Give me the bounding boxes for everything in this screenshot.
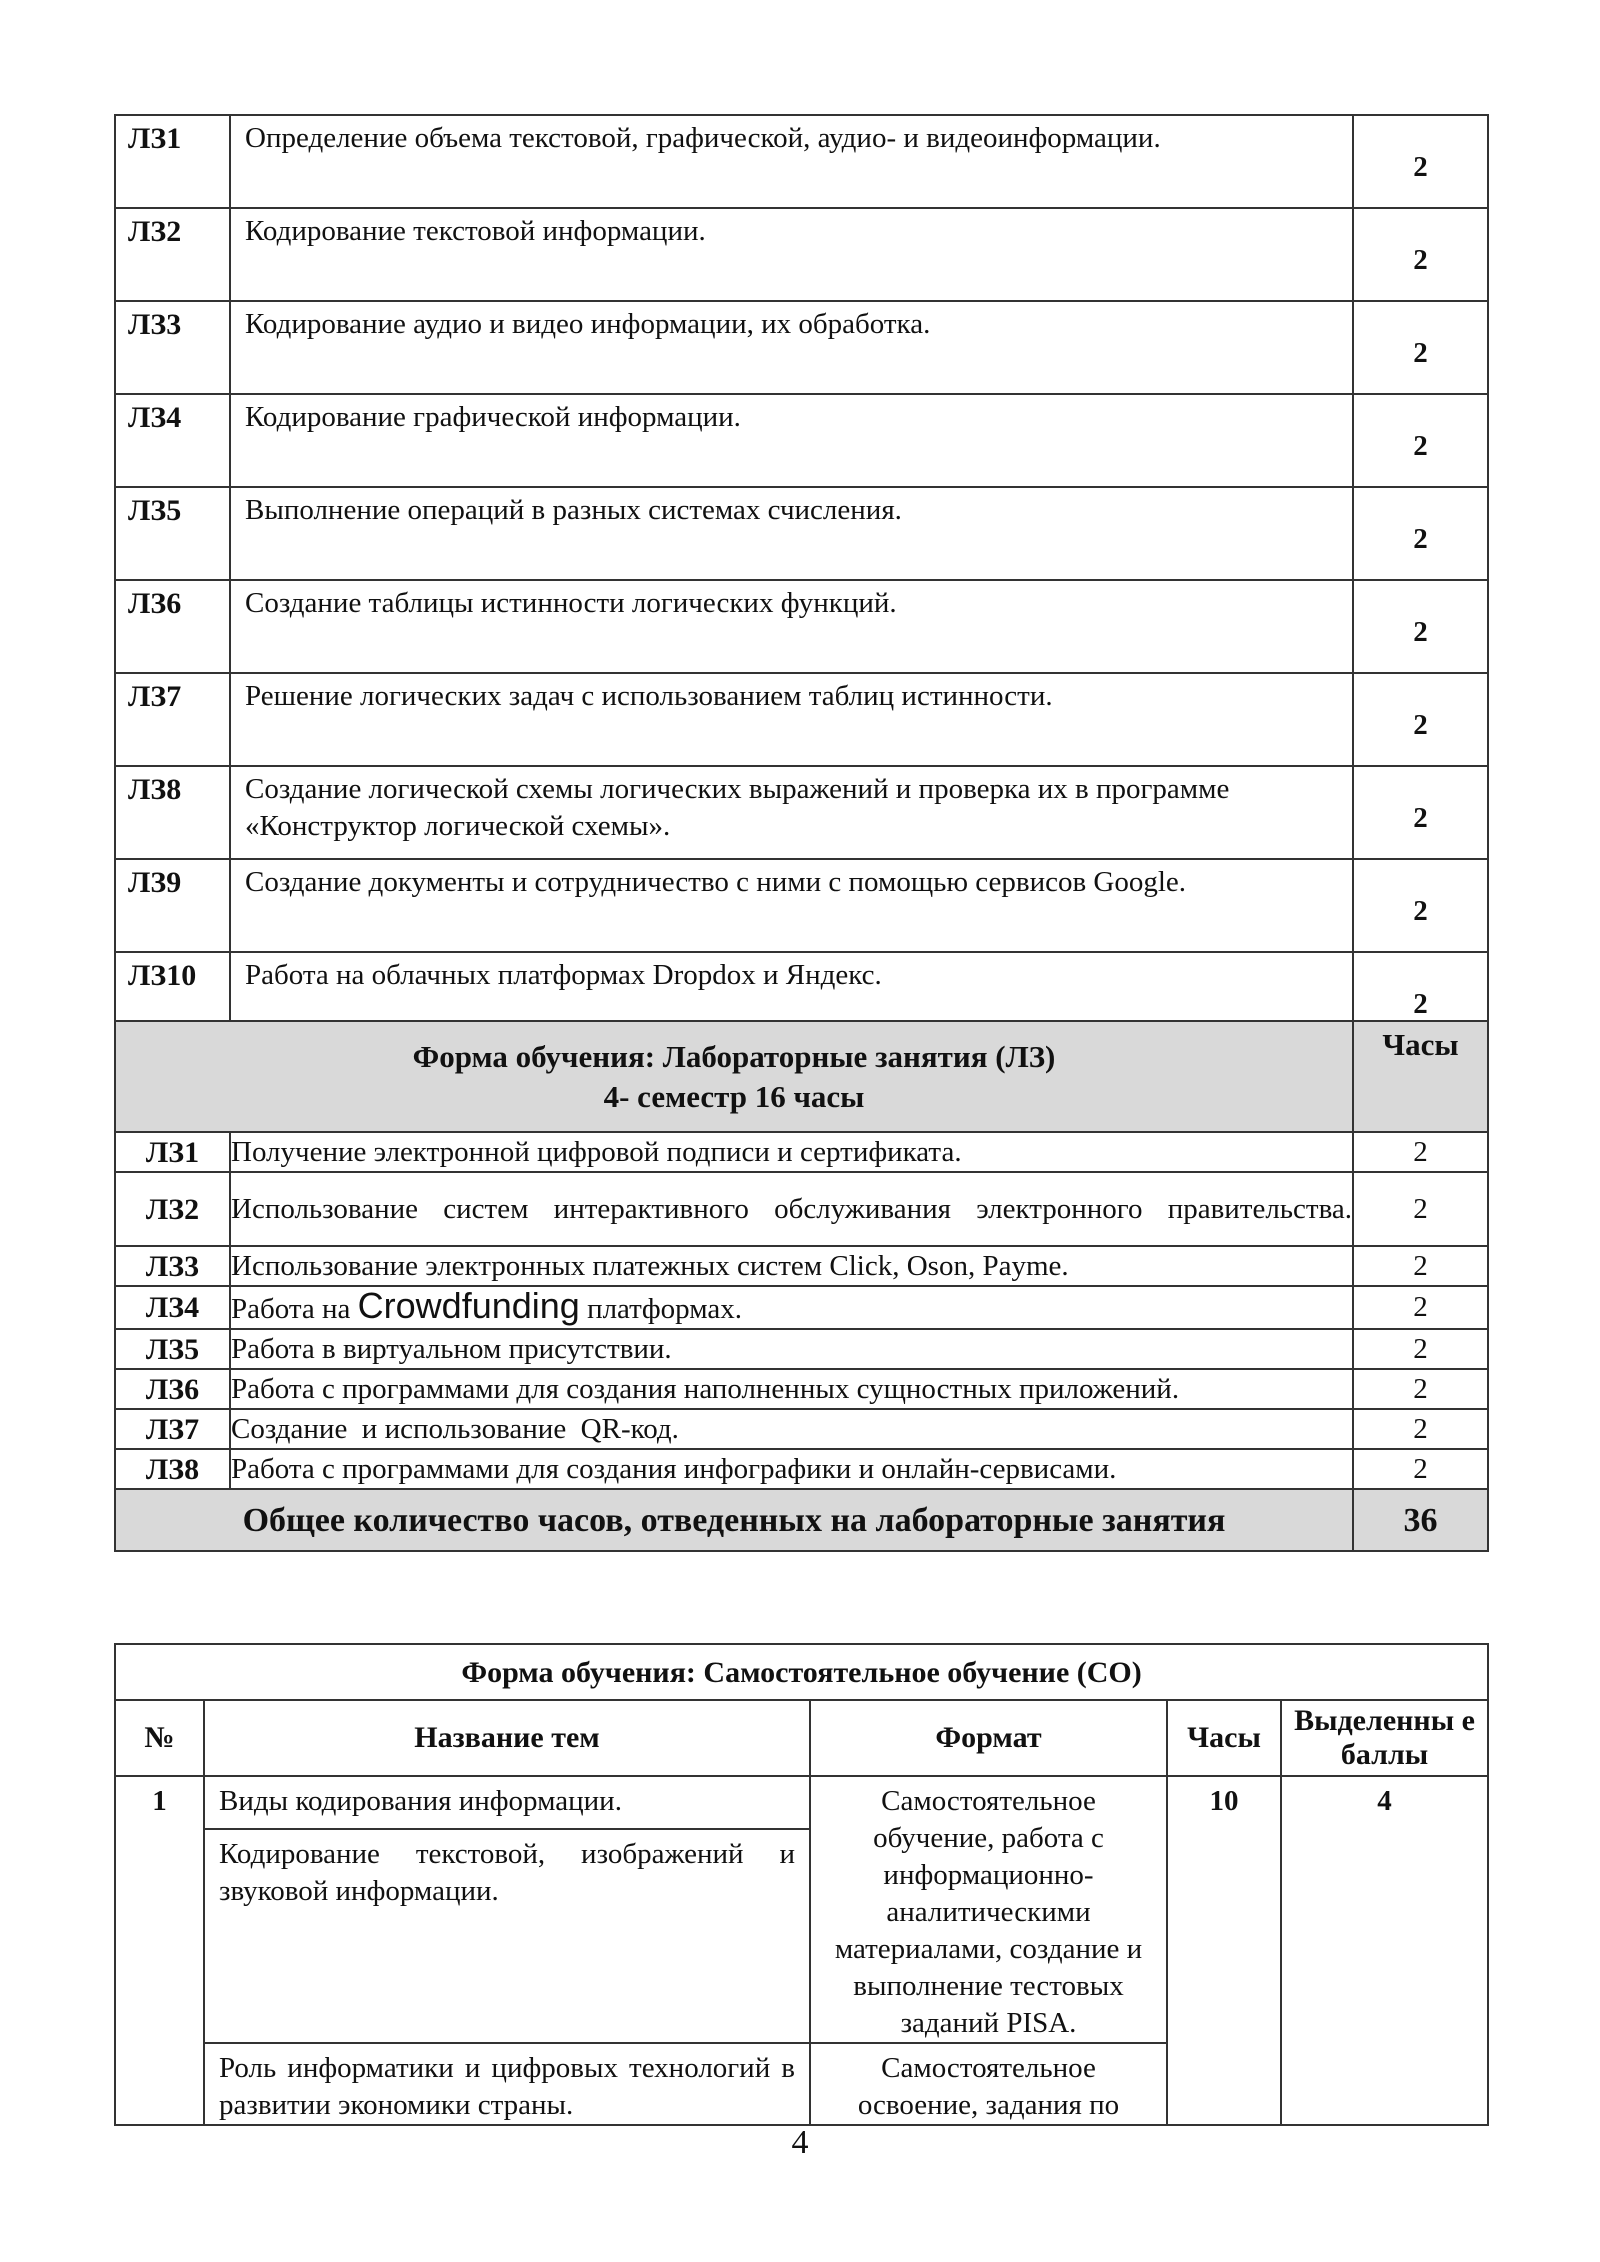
lesson-topic: Работа с программами для создания наполненных сущностных приложений. (230, 1369, 1353, 1409)
lesson-topic: Создание документы и сотрудничество с ними с помощью сервисов Google. (230, 859, 1353, 952)
lesson-topic-post: платформах. (579, 1293, 742, 1325)
lesson-code: ЛЗ4 (115, 1286, 230, 1329)
table-row (115, 487, 1488, 580)
table-header (115, 1700, 1488, 1776)
lesson-hours: 2 (1353, 580, 1488, 673)
lesson-code: ЛЗ1 (115, 115, 230, 208)
page-number: 4 (791, 2124, 809, 2161)
lesson-hours: 2 (1353, 859, 1488, 952)
table-row (115, 859, 1488, 952)
topic-cell: Кодирование текстовой, изображений и звуковой информации. (204, 1829, 810, 2043)
table-title (115, 1021, 1353, 1132)
lesson-topic: Кодирование графической информации. (230, 394, 1353, 487)
lesson-topic: Использование электронных платежных систем Click, Oson, Payme. (230, 1246, 1353, 1286)
table-row (115, 1286, 1488, 1329)
total-row (115, 1489, 1488, 1551)
lesson-topic: Создание таблицы истинности логических функций. (230, 580, 1353, 673)
lesson-topic (230, 1172, 1353, 1246)
lab-sessions-semester4-table (114, 1020, 1489, 1552)
lesson-code: ЛЗ9 (115, 859, 230, 952)
table-row (115, 394, 1488, 487)
table-row (115, 766, 1488, 859)
row-number: 1 (115, 1776, 204, 2125)
col-topic-header: Название тем (204, 1700, 810, 1776)
hours-cell: 10 (1167, 1776, 1281, 2125)
lesson-hours: 2 (1353, 1329, 1488, 1369)
lesson-code: ЛЗ6 (115, 580, 230, 673)
lesson-hours: 2 (1353, 115, 1488, 208)
self-study-table (114, 1643, 1489, 2126)
table-row (115, 1246, 1488, 1286)
lesson-hours: 2 (1353, 487, 1488, 580)
lesson-code: ЛЗ3 (115, 301, 230, 394)
lesson-topic: Определение объема текстовой, графической, аудио- и видеоинформации. (230, 115, 1353, 208)
lesson-hours: 2 (1353, 208, 1488, 301)
col-hours-header: Часы (1167, 1700, 1281, 1776)
lesson-topic: Создание логической схемы логических выражений и проверка их в программе «Конструктор логической схемы». (230, 766, 1353, 859)
lesson-code: ЛЗ7 (115, 1409, 230, 1449)
table-row (115, 1172, 1488, 1246)
lesson-code: ЛЗ8 (115, 766, 230, 859)
lesson-topic: Выполнение операций в разных системах счисления. (230, 487, 1353, 580)
table-row (115, 1329, 1488, 1369)
table-row (115, 1449, 1488, 1489)
lesson-code: ЛЗ10 (115, 952, 230, 1045)
total-label: Общее количество часов, отведенных на лабораторные занятия (115, 1489, 1353, 1551)
table-title-line1: Форма обучения: Лабораторные занятия (ЛЗ) (412, 1038, 1056, 1074)
lesson-topic: Кодирование текстовой информации. (230, 208, 1353, 301)
table-row (115, 301, 1488, 394)
lesson-code: ЛЗ3 (115, 1246, 230, 1286)
lesson-hours: 2 (1353, 301, 1488, 394)
lesson-hours: 2 (1353, 1409, 1488, 1449)
lesson-code: ЛЗ2 (115, 208, 230, 301)
table-row (115, 580, 1488, 673)
lesson-topic: Работа на облачных платформах Dropdox и Яндекс. (230, 952, 1353, 1045)
lesson-topic: Решение логических задач с использованием таблиц истинности. (230, 673, 1353, 766)
lesson-hours: 2 (1353, 766, 1488, 859)
lesson-topic-pre: Работа на (231, 1293, 358, 1325)
table-row (115, 115, 1488, 208)
lesson-hours: 2 (1353, 394, 1488, 487)
points-cell: 4 (1281, 1776, 1488, 2125)
table-row (115, 1776, 1488, 1829)
format-cell: Самостоятельное освоение, задания по (810, 2043, 1167, 2125)
total-hours: 36 (1353, 1489, 1488, 1551)
lesson-code: ЛЗ6 (115, 1369, 230, 1409)
table-row (115, 673, 1488, 766)
topic-cell: Виды кодирования информации. (204, 1776, 810, 1829)
table-row (115, 1132, 1488, 1172)
lesson-topic: Работа с программами для создания инфографики и онлайн-сервисами. (230, 1449, 1353, 1489)
topic-cell: Роль информатики и цифровых технологий в развитии экономики страны. (204, 2043, 810, 2125)
table-header (115, 1021, 1488, 1132)
lesson-hours: 2 (1353, 1246, 1488, 1286)
lab-topics-table-continued (114, 114, 1489, 1046)
format-cell: Самостоятельное обучение, работа с информационно-аналитическими материалами, создание и выполнение тестовых заданий PISA. (810, 1776, 1167, 2043)
lesson-code: ЛЗ2 (115, 1172, 230, 1246)
lesson-code: ЛЗ5 (115, 487, 230, 580)
lesson-hours: 2 (1353, 1449, 1488, 1489)
table-row (115, 208, 1488, 301)
lesson-hours: 2 (1353, 952, 1488, 1045)
hours-header: Часы (1353, 1021, 1488, 1132)
lesson-code: ЛЗ5 (115, 1329, 230, 1369)
lesson-topic-highlight: Crowdfunding (357, 1285, 580, 1326)
table-title-line2: 4- семестр 16 часы (603, 1078, 865, 1114)
lesson-hours: 2 (1353, 1132, 1488, 1172)
col-format-header: Формат (810, 1700, 1167, 1776)
table-caption: Форма обучения: Самостоятельное обучение (СО) (115, 1644, 1488, 1700)
lesson-code: ЛЗ4 (115, 394, 230, 487)
table-row (115, 1409, 1488, 1449)
lesson-hours: 2 (1353, 1172, 1488, 1246)
lesson-code: ЛЗ1 (115, 1132, 230, 1172)
col-number-header: № (115, 1700, 204, 1776)
table-caption-row (115, 1644, 1488, 1700)
lesson-hours: 2 (1353, 1369, 1488, 1409)
lesson-topic: Работа в виртуальном присутствии. (230, 1329, 1353, 1369)
lesson-hours: 2 (1353, 1286, 1488, 1329)
lesson-hours: 2 (1353, 673, 1488, 766)
lesson-topic (230, 1286, 1353, 1329)
lesson-code: ЛЗ7 (115, 673, 230, 766)
lesson-topic: Создание и использование QR-код. (230, 1409, 1353, 1449)
lesson-code: ЛЗ8 (115, 1449, 230, 1489)
table-row (115, 1369, 1488, 1409)
lesson-topic: Кодирование аудио и видео информации, их обработка. (230, 301, 1353, 394)
col-points-header: Выделенны е баллы (1281, 1700, 1488, 1776)
lesson-topic-text: Использование систем интерактивного обслуживания электронного правительства. (231, 1192, 1353, 1225)
lesson-topic: Получение электронной цифровой подписи и сертификата. (230, 1132, 1353, 1172)
